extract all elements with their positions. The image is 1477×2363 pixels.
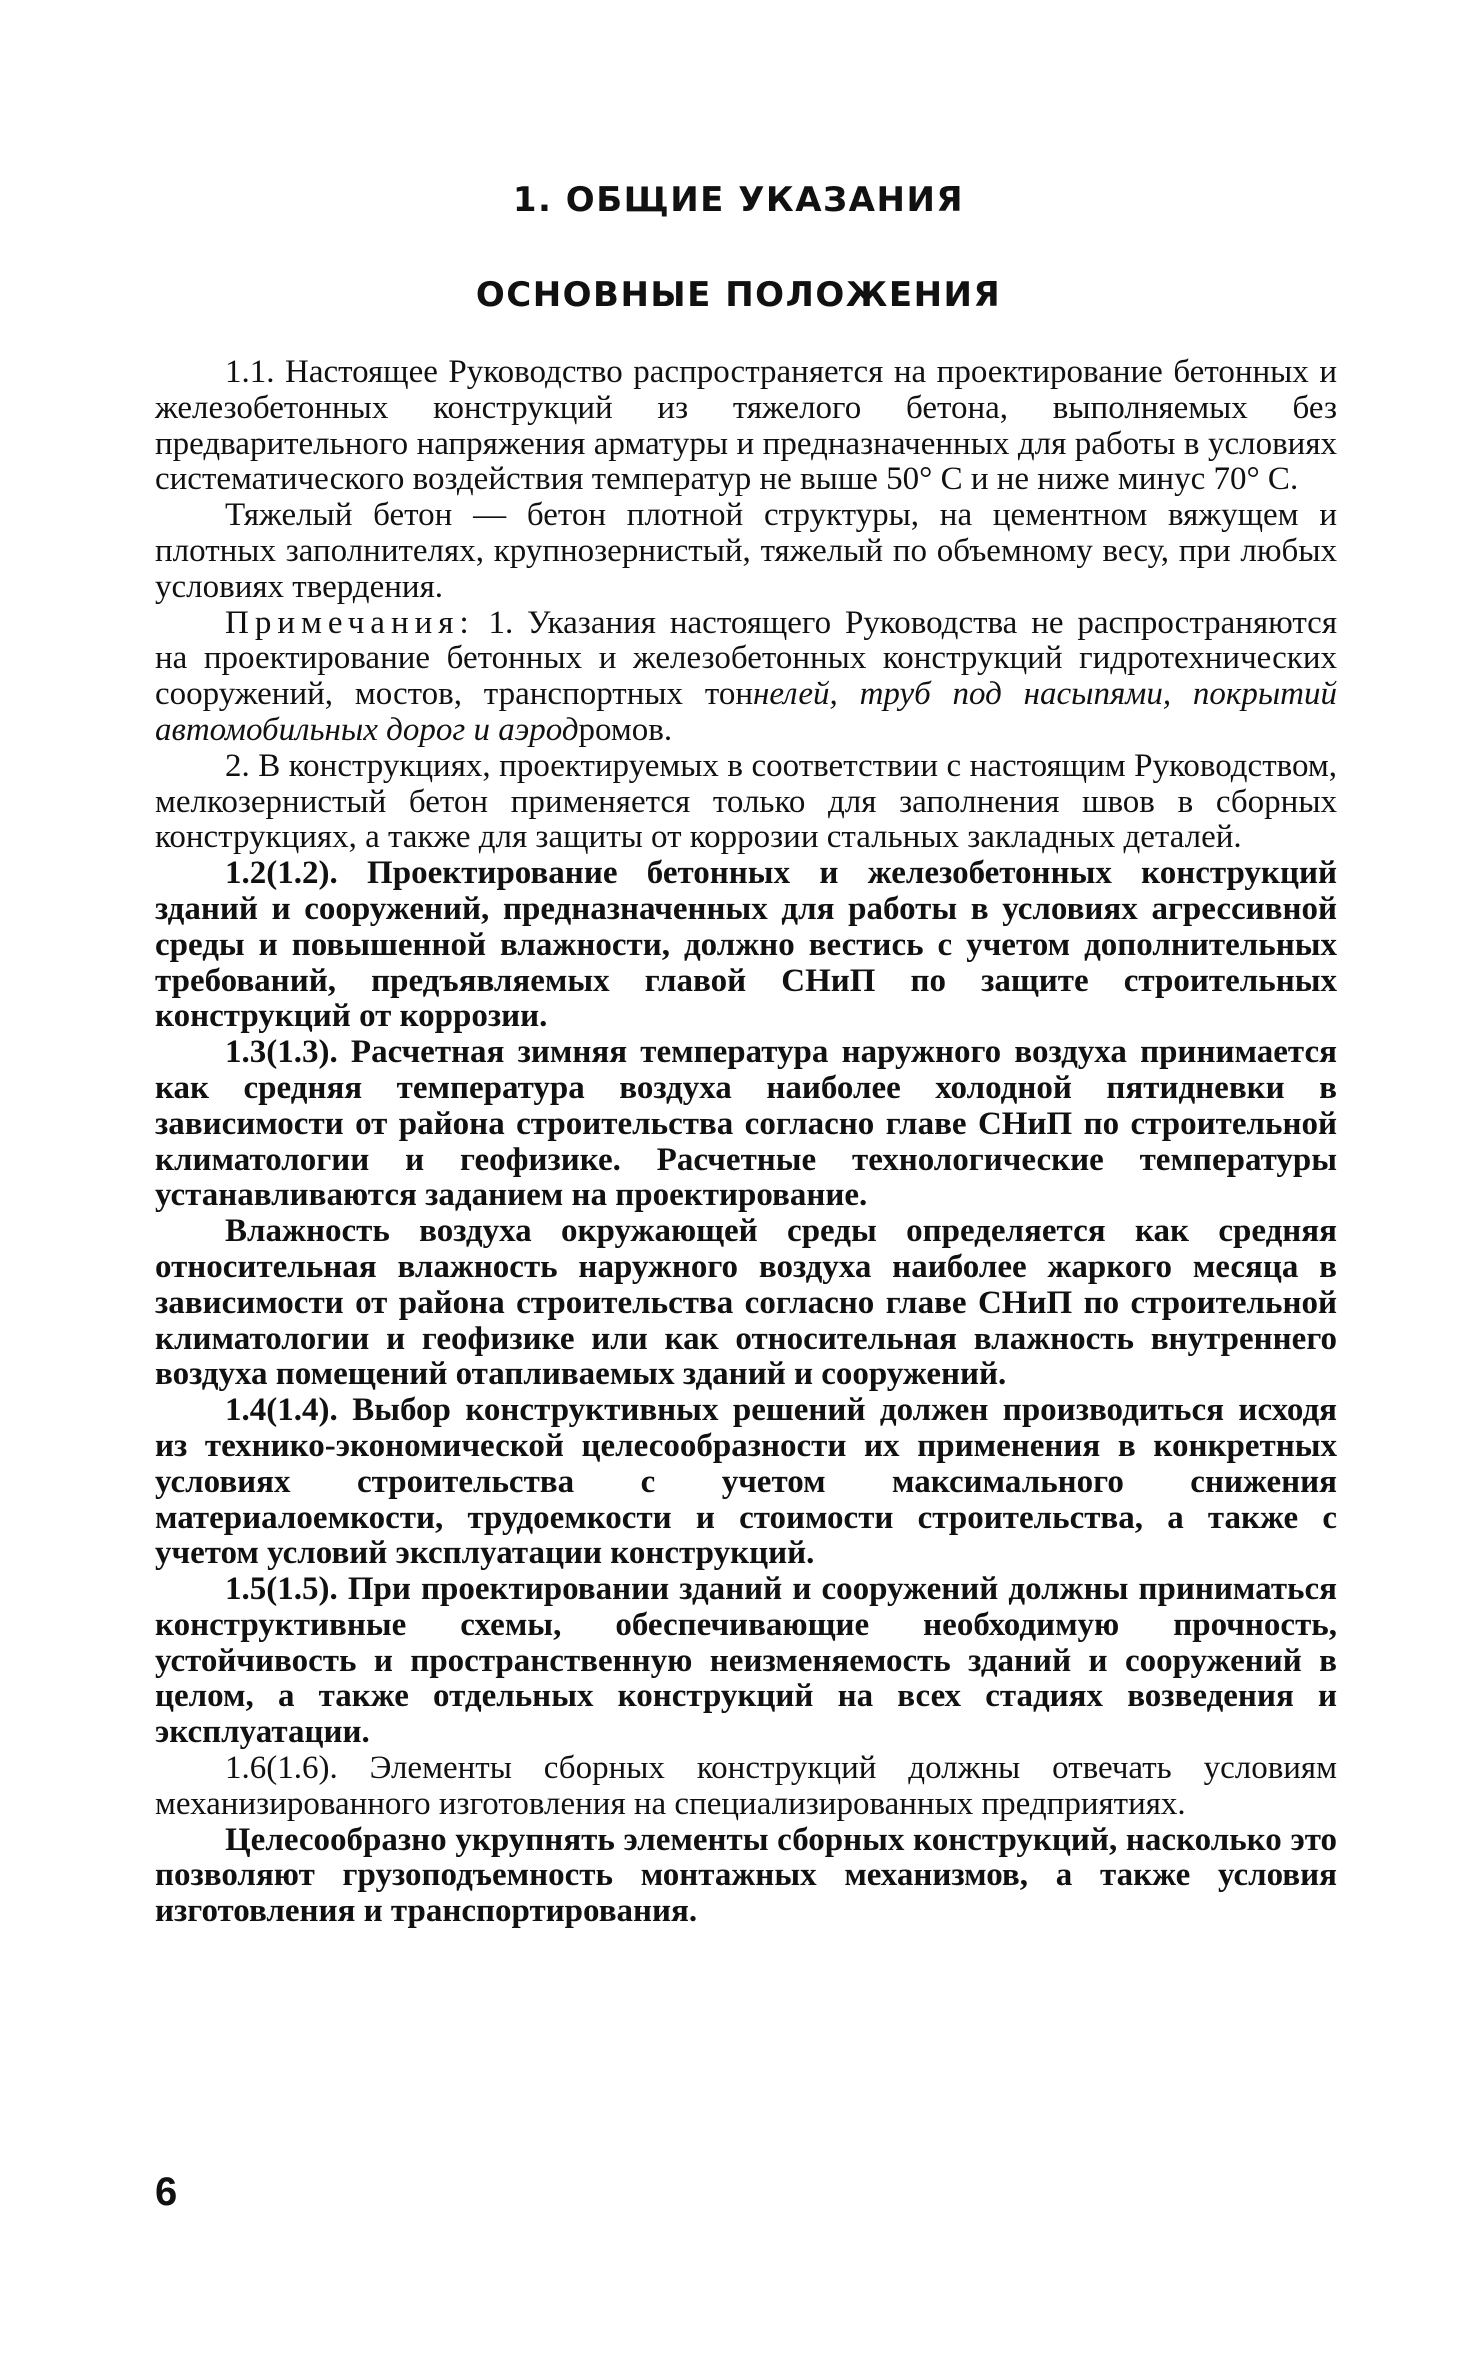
paragraph-1-5: 1.5(1.5). При проектировании зданий и сооружений должны приниматься конструктивные схемы, обеспечивающие необходимую прочность, устойчивость и пространственную неизменяемость зданий и сооружений в целом, а также отдельных конструкций на всех стадиях возведения и эксплуатации. xyxy=(155,1571,1337,1751)
note-label: Примечания: xyxy=(225,604,475,641)
body-text xyxy=(155,355,1337,1930)
note-1-text-a: 1. Указания настоящего Руководства не распространяются на проектирование бетонных и железобетонных конструкций гидротехнических сооружений, мостов, транспортных тон xyxy=(155,604,1337,713)
paragraph-1-1: 1.1. Настоящее Руководство распространяется на проектирование бетонных и железобетонных конструкций из тяжелого бетона, выполняемых без предварительного напряжения арматуры и предназначенных для работы в условиях систематического воздействия температур не выше 50° С и не ниже минус 70° С. xyxy=(155,354,1337,498)
note-1-text-c: ромов. xyxy=(578,711,673,748)
paragraph-1-3: 1.3(1.3). Расчетная зимняя температура наружного воздуха принимается как средняя температура воздуха наиболее холодной пятидневки в зависимости от района строительства согласно главе СНиП по строительной климатологии и геофизике. Расчетные технологические температуры устанавливаются заданием на проектирование. xyxy=(155,1034,1337,1214)
note-1 xyxy=(155,606,1337,749)
page-number: 6 xyxy=(155,2170,178,2214)
note-2: 2. В конструкциях, проектируемых в соответствии с настоящим Руководством, мелкозернистый бетон применяется только для заполнения швов в сборных конструкциях, а также для защиты от коррозии стальных закладных деталей. xyxy=(155,747,1337,856)
section-title: 1. ОБЩИЕ УКАЗАНИЯ xyxy=(512,180,965,220)
subsection-title: ОСНОВНЫЕ ПОЛОЖЕНИЯ xyxy=(475,275,1002,315)
paragraph-humidity: Влажность воздуха окружающей среды определяется как средняя относительная влажность наружного воздуха наиболее жаркого месяца в зависимости от района строительства согласно главе СНиП по строительной климатологии и геофизике или как относительная влажность внутреннего воздуха помещений отапливаемых зданий и сооружений. xyxy=(155,1213,1337,1393)
paragraph-heavy-concrete: Тяжелый бетон — бетон плотной структуры, на цементном вяжущем и плотных заполнителях, крупнозернистый, тяжелый по объемному весу, при любых условиях твердения. xyxy=(155,497,1337,605)
note-1-text-italic: нелей, труб под насыпями, покрытий автомобильных дорог и аэрод xyxy=(155,676,1337,748)
paragraph-1-4: 1.4(1.4). Выбор конструктивных решений должен производиться исходя из технико-экономической целесообразности их применения в конкретных условиях строительства с учетом максимального снижения материалоемкости, трудоемкости и стоимости строительства, а также с учетом условий эксплуатации конструкций. xyxy=(155,1392,1337,1572)
paragraph-1-2: 1.2(1.2). Проектирование бетонных и железобетонных конструкций зданий и сооружений, предназначенных для работы в условиях агрессивной среды и повышенной влажности, должно вестись с учетом дополнительных требований, предъявляемых главой СНиП по защите строительных конструкций от коррозии. xyxy=(155,855,1337,1035)
paragraph-1-6: 1.6(1.6). Элементы сборных конструкций должны отвечать условиям механизированного изготовления на специализированных предприятиях. xyxy=(155,1750,1337,1822)
paragraph-enlarge-elements: Целесообразно укрупнять элементы сборных конструкций, насколько это позволяют грузоподъемность монтажных механизмов, а также условия изготовления и транспортирования. xyxy=(155,1821,1337,1930)
